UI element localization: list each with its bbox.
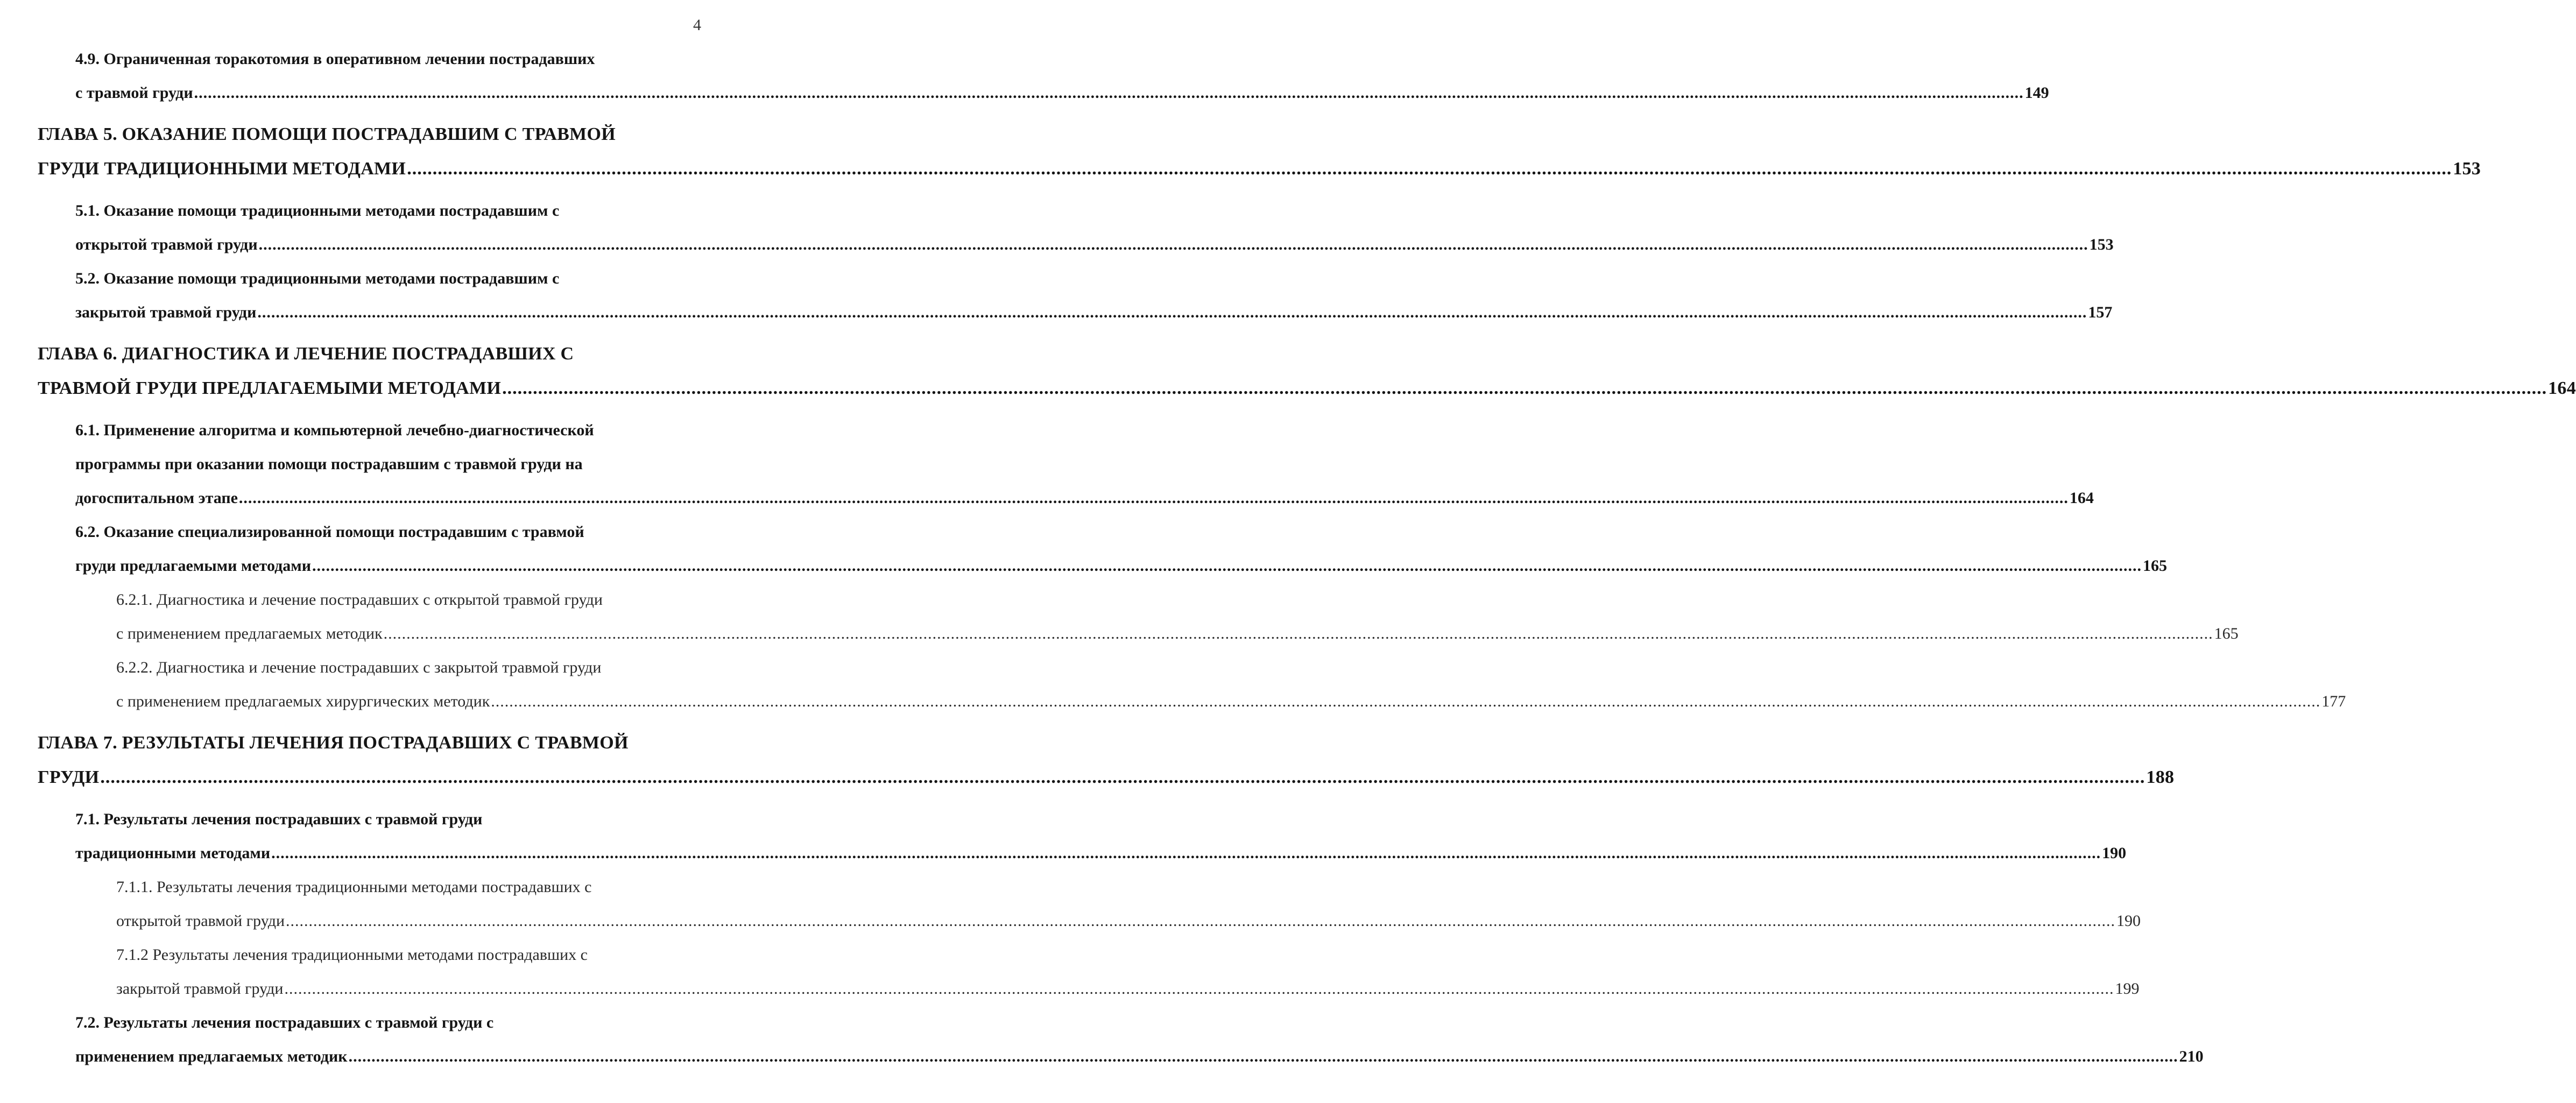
dot-leader: ................................................................................................................................................................................................................................................................................................................................................................................................................ bbox=[502, 378, 2547, 398]
toc-entry-subsection bbox=[116, 651, 2346, 718]
toc-entry-final-line bbox=[75, 228, 2114, 261]
toc-entry-final-line bbox=[116, 972, 2140, 1006]
toc-entry-final-line bbox=[116, 617, 2239, 651]
toc-entry-section bbox=[75, 515, 2168, 583]
toc-page-number: 165 bbox=[2143, 557, 2168, 575]
toc-entry-section bbox=[75, 413, 2094, 515]
toc-entry-title-end: применением предлагаемых методик bbox=[75, 1048, 348, 1065]
toc-entry-line: 7.2. Результаты лечения пострадавших с травмой груди с bbox=[75, 1014, 494, 1031]
toc-page-number: 199 bbox=[2115, 980, 2140, 998]
toc-entry-section bbox=[75, 1006, 2204, 1073]
toc-entry-title-end: груди предлагаемыми методами bbox=[75, 557, 312, 575]
toc-page-number: 177 bbox=[2321, 692, 2346, 710]
dot-leader: ................................................................................................................................................................................................................................................................................................................................................................................................................ bbox=[284, 980, 2114, 998]
toc-entry-title-end: ГРУДИ ТРАДИЦИОННЫМИ МЕТОДАМИ bbox=[38, 159, 406, 179]
toc-page-number: 164 bbox=[2069, 489, 2094, 507]
toc-entry-title-end: ТРАВМОЙ ГРУДИ ПРЕДЛАГАЕМЫМИ МЕТОДАМИ bbox=[38, 378, 502, 398]
toc-entry-final-line bbox=[75, 481, 2094, 515]
toc-page-number: 149 bbox=[2024, 84, 2049, 102]
dot-leader: ................................................................................................................................................................................................................................................................................................................................................................................................................ bbox=[383, 625, 2213, 642]
toc-entry-line: 7.1. Результаты лечения пострадавших с травмой груди bbox=[75, 810, 483, 828]
toc-page-number: 157 bbox=[2088, 303, 2113, 321]
toc-entry-title-end: традиционными методами bbox=[75, 844, 271, 862]
dot-leader: ................................................................................................................................................................................................................................................................................................................................................................................................................ bbox=[407, 159, 2452, 179]
toc-entry-title-end: открытой травмой груди bbox=[75, 236, 258, 253]
dot-leader: ................................................................................................................................................................................................................................................................................................................................................................................................................ bbox=[194, 84, 2024, 102]
toc-entry-title-end: с применением предлагаемых хирургических методик bbox=[116, 692, 490, 710]
dot-leader: ................................................................................................................................................................................................................................................................................................................................................................................................................ bbox=[258, 236, 2088, 253]
toc-entry-final-line bbox=[75, 295, 2113, 329]
toc-entry-title-end: ГРУДИ bbox=[38, 767, 100, 787]
table-of-contents bbox=[0, 42, 2576, 1073]
dot-leader: ................................................................................................................................................................................................................................................................................................................................................................................................................ bbox=[100, 767, 2146, 787]
toc-entry-title-end: с травмой груди bbox=[75, 84, 193, 102]
toc-entry-final-line bbox=[38, 371, 2576, 406]
toc-entry-final-line bbox=[75, 836, 2127, 870]
toc-entry-chapter bbox=[38, 117, 2481, 186]
toc-entry-line: 6.1. Применение алгоритма и компьютерной лечебно-диагностической bbox=[75, 421, 594, 439]
dot-leader: ................................................................................................................................................................................................................................................................................................................................................................................................................ bbox=[271, 844, 2101, 862]
toc-entry-line: 4.9. Ограниченная торакотомия в оперативном лечении пострадавших bbox=[75, 50, 595, 68]
dot-leader: ................................................................................................................................................................................................................................................................................................................................................................................................................ bbox=[348, 1048, 2178, 1065]
toc-entry-line: ГЛАВА 6. ДИАГНОСТИКА И ЛЕЧЕНИЕ ПОСТРАДАВШИХ С bbox=[38, 344, 574, 364]
toc-entry-final-line bbox=[116, 684, 2346, 718]
dot-leader: ................................................................................................................................................................................................................................................................................................................................................................................................................ bbox=[238, 489, 2069, 507]
toc-entry-final-line bbox=[116, 904, 2141, 938]
toc-entry-final-line bbox=[38, 760, 2175, 795]
toc-entry-final-line bbox=[38, 152, 2481, 186]
dot-leader: ................................................................................................................................................................................................................................................................................................................................................................................................................ bbox=[491, 692, 2321, 710]
toc-entry-section bbox=[75, 194, 2114, 261]
toc-entry-final-line bbox=[75, 1040, 2204, 1073]
toc-entry-subsection bbox=[116, 870, 2141, 938]
dot-leader: ................................................................................................................................................................................................................................................................................................................................................................................................................ bbox=[312, 557, 2142, 575]
toc-entry-title-end: открытой травмой груди bbox=[116, 912, 285, 930]
toc-entry-line: ГЛАВА 5. ОКАЗАНИЕ ПОМОЩИ ПОСТРАДАВШИМ С ТРАВМОЙ bbox=[38, 124, 616, 144]
toc-entry-line: 6.2.2. Диагностика и лечение пострадавших с закрытой травмой груди bbox=[116, 659, 602, 676]
toc-entry-section bbox=[75, 802, 2127, 870]
toc-entry-line: 5.1. Оказание помощи традиционными методами пострадавшим с bbox=[75, 202, 560, 220]
toc-entry-title-end: догоспитальном этапе bbox=[75, 489, 238, 507]
toc-entry-line: программы при оказании помощи пострадавшим с травмой груди на bbox=[75, 455, 583, 473]
toc-entry-subsection bbox=[116, 938, 2140, 1006]
toc-entry-chapter bbox=[38, 726, 2175, 795]
toc-entry-title-end: с применением предлагаемых методик bbox=[116, 625, 383, 642]
toc-entry-line: 6.2. Оказание специализированной помощи пострадавшим с травмой bbox=[75, 523, 584, 541]
toc-page-number: 164 bbox=[2548, 378, 2576, 398]
toc-entry-title-end: закрытой травмой груди bbox=[116, 980, 284, 998]
toc-entry-line: 5.2. Оказание помощи традиционными методами пострадавшим с bbox=[75, 270, 560, 287]
toc-entry-line: ГЛАВА 7. РЕЗУЛЬТАТЫ ЛЕЧЕНИЯ ПОСТРАДАВШИХ С ТРАВМОЙ bbox=[38, 733, 629, 753]
toc-entry-chapter bbox=[38, 337, 2576, 406]
toc-page-number: 165 bbox=[2214, 625, 2239, 642]
toc-page-number: 210 bbox=[2179, 1048, 2204, 1065]
toc-entry-line: 7.1.1. Результаты лечения традиционными методами пострадавших с bbox=[116, 878, 592, 896]
toc-page-number: 188 bbox=[2146, 767, 2175, 787]
toc-entry-final-line bbox=[75, 76, 2049, 110]
toc-entry-subsection bbox=[116, 583, 2239, 651]
page-number: 4 bbox=[693, 16, 701, 34]
toc-page-number: 153 bbox=[2453, 159, 2481, 179]
toc-page-number: 190 bbox=[2102, 844, 2127, 862]
toc-entry-section bbox=[75, 42, 2049, 110]
dot-leader: ................................................................................................................................................................................................................................................................................................................................................................................................................ bbox=[257, 303, 2087, 321]
toc-entry-line: 7.1.2 Результаты лечения традиционными методами пострадавших с bbox=[116, 946, 588, 964]
toc-entry-line: 6.2.1. Диагностика и лечение пострадавших с открытой травмой груди bbox=[116, 591, 603, 609]
dot-leader: ................................................................................................................................................................................................................................................................................................................................................................................................................ bbox=[286, 912, 2116, 930]
toc-page-number: 190 bbox=[2116, 912, 2141, 930]
toc-entry-title-end: закрытой травмой груди bbox=[75, 303, 257, 321]
toc-entry-section bbox=[75, 261, 2113, 329]
toc-entry-final-line bbox=[75, 549, 2168, 583]
toc-page-number: 153 bbox=[2089, 236, 2114, 253]
